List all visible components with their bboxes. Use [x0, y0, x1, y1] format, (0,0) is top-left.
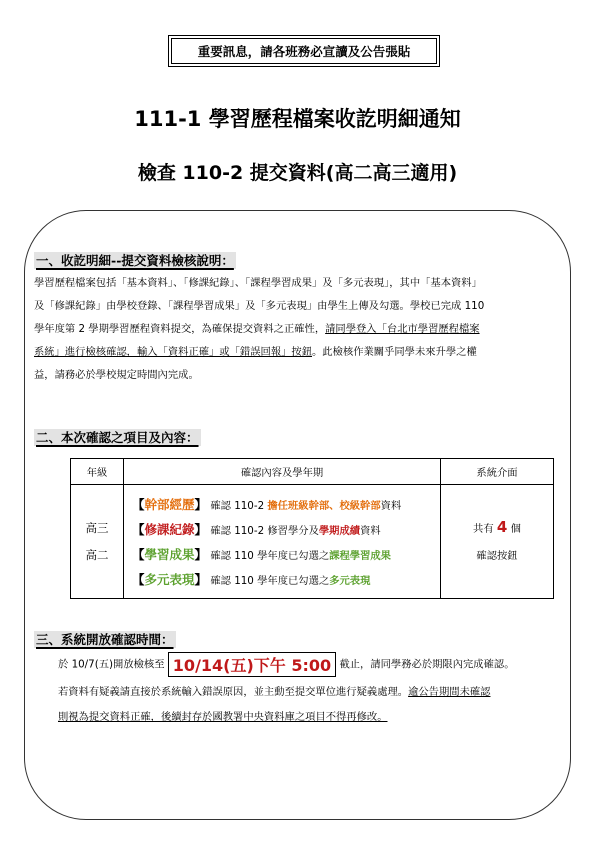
section1-line3 — [34, 318, 564, 341]
section3-line3: 則視為提交資料正確，後續封存於國教署中央資料庫之項目不得再修改。 — [58, 711, 388, 723]
notice-banner — [168, 35, 440, 67]
notice-text: 重要訊息，請各班務必宣讀及公告張貼 — [197, 44, 411, 59]
learning-pre: 確認 110 學年度已勾選之 — [210, 549, 330, 562]
tag-cadre: 幹部經歷 — [144, 496, 195, 512]
section3-heading-text: 三、系統開放確認時間： — [36, 632, 174, 647]
deadline-box: 10/14(五)下午 5:00 — [168, 652, 336, 677]
cadre-highlight: 擔任班級幹部、校級幹部 — [267, 499, 381, 512]
courses-highlight: 學期成績 — [318, 524, 361, 537]
system-count: 4 — [496, 517, 508, 536]
table-row — [71, 485, 554, 599]
section1-heading — [34, 251, 236, 269]
page-subtitle: 檢查 110-2 提交資料(高二高三適用) — [137, 162, 458, 184]
section1-heading-text: 一、收訖明細--提交資料檢核說明： — [36, 253, 234, 268]
system-line1 — [441, 514, 553, 543]
items-table — [70, 458, 554, 599]
section3-line2 — [58, 683, 490, 698]
deadline-post: 截止，請同學務必於期限內完成確認。 — [339, 658, 515, 671]
grade-senior2: 高二 — [85, 547, 109, 562]
learning-highlight: 課程學習成果 — [329, 549, 391, 562]
courses-pre: 確認 110-2 修習學分及 — [210, 524, 319, 537]
section1-line3b: 請同學登入「台北市學習歷程檔案 — [325, 323, 480, 335]
table-header-row — [71, 459, 554, 485]
section3-line1 — [58, 652, 515, 677]
diverse-pre: 確認 110 學年度已勾選之 — [210, 574, 330, 587]
system-pre: 共有 — [473, 522, 494, 535]
cadre-post: 資料 — [380, 499, 402, 512]
open-date-text: 於 10/7(五)開放檢核至 — [58, 658, 165, 671]
grade-cell — [71, 485, 124, 599]
content-line-diverse: 【多元表現】 確認 110 學年度已勾選之多元表現 — [132, 571, 371, 587]
section2-heading — [34, 428, 201, 446]
section1-line4b: 。此檢核作業關乎同學未來升學之權 — [312, 346, 477, 358]
section1-line3a: 學年度第 2 學期學習歷程資料提交，為確保提交資料之正確性， — [34, 323, 326, 335]
section1-paragraph — [34, 272, 564, 387]
cadre-pre: 確認 110-2 — [210, 499, 268, 512]
section1-line4a: 系統」進行檢核確認，輸入「資料正確」或「錯誤回報」按鈕 — [34, 346, 313, 358]
section1-line4 — [34, 341, 564, 364]
content-line-learning: 【學習成果】 確認 110 學年度已勾選之課程學習成果 — [132, 546, 391, 562]
header-system: 系統介面 — [441, 459, 554, 485]
courses-post: 資料 — [360, 524, 381, 537]
system-cell — [441, 485, 554, 599]
section3-line2a: 若資料有疑義請直接於系統輸入錯誤原因，並主動至提交單位進行疑義處理。 — [58, 686, 409, 698]
section1-line2: 及「修課紀錄」由學校登錄、「課程學習成果」及「多元表現」由學生上傳及勾選。學校已完成 110 — [34, 300, 485, 312]
header-grade: 年級 — [71, 459, 124, 485]
section3-line2b: 逾公告期間未確認 — [408, 686, 491, 698]
section2-heading-text: 二、本次確認之項目及內容： — [36, 430, 199, 445]
system-post: 個 — [510, 522, 521, 535]
section3-heading — [34, 630, 176, 648]
content-cell — [124, 485, 441, 599]
content-line-cadre: 【幹部經歷】 確認 110-2 擔任班級幹部、校級幹部資料 — [132, 496, 402, 512]
tag-learning: 學習成果 — [144, 546, 195, 562]
tag-courses: 修課紀錄 — [144, 521, 195, 537]
diverse-highlight: 多元表現 — [329, 574, 371, 587]
page-title: 111-1 學習歷程檔案收訖明細通知 — [134, 107, 461, 131]
header-content: 確認內容及學年期 — [124, 459, 441, 485]
system-line2: 確認按鈕 — [476, 549, 518, 562]
section1-line5: 益，請務必於學校規定時間內完成。 — [34, 369, 199, 381]
content-line-courses: 【修課紀錄】 確認 110-2 修習學分及學期成績資料 — [132, 521, 381, 537]
tag-diverse: 多元表現 — [144, 571, 195, 587]
section1-line1: 學習歷程檔案包括「基本資料」、「修課紀錄」、「課程學習成果」及「多元表現」，其中「基本資料」 — [34, 277, 482, 289]
grade-senior3: 高三 — [85, 520, 109, 535]
